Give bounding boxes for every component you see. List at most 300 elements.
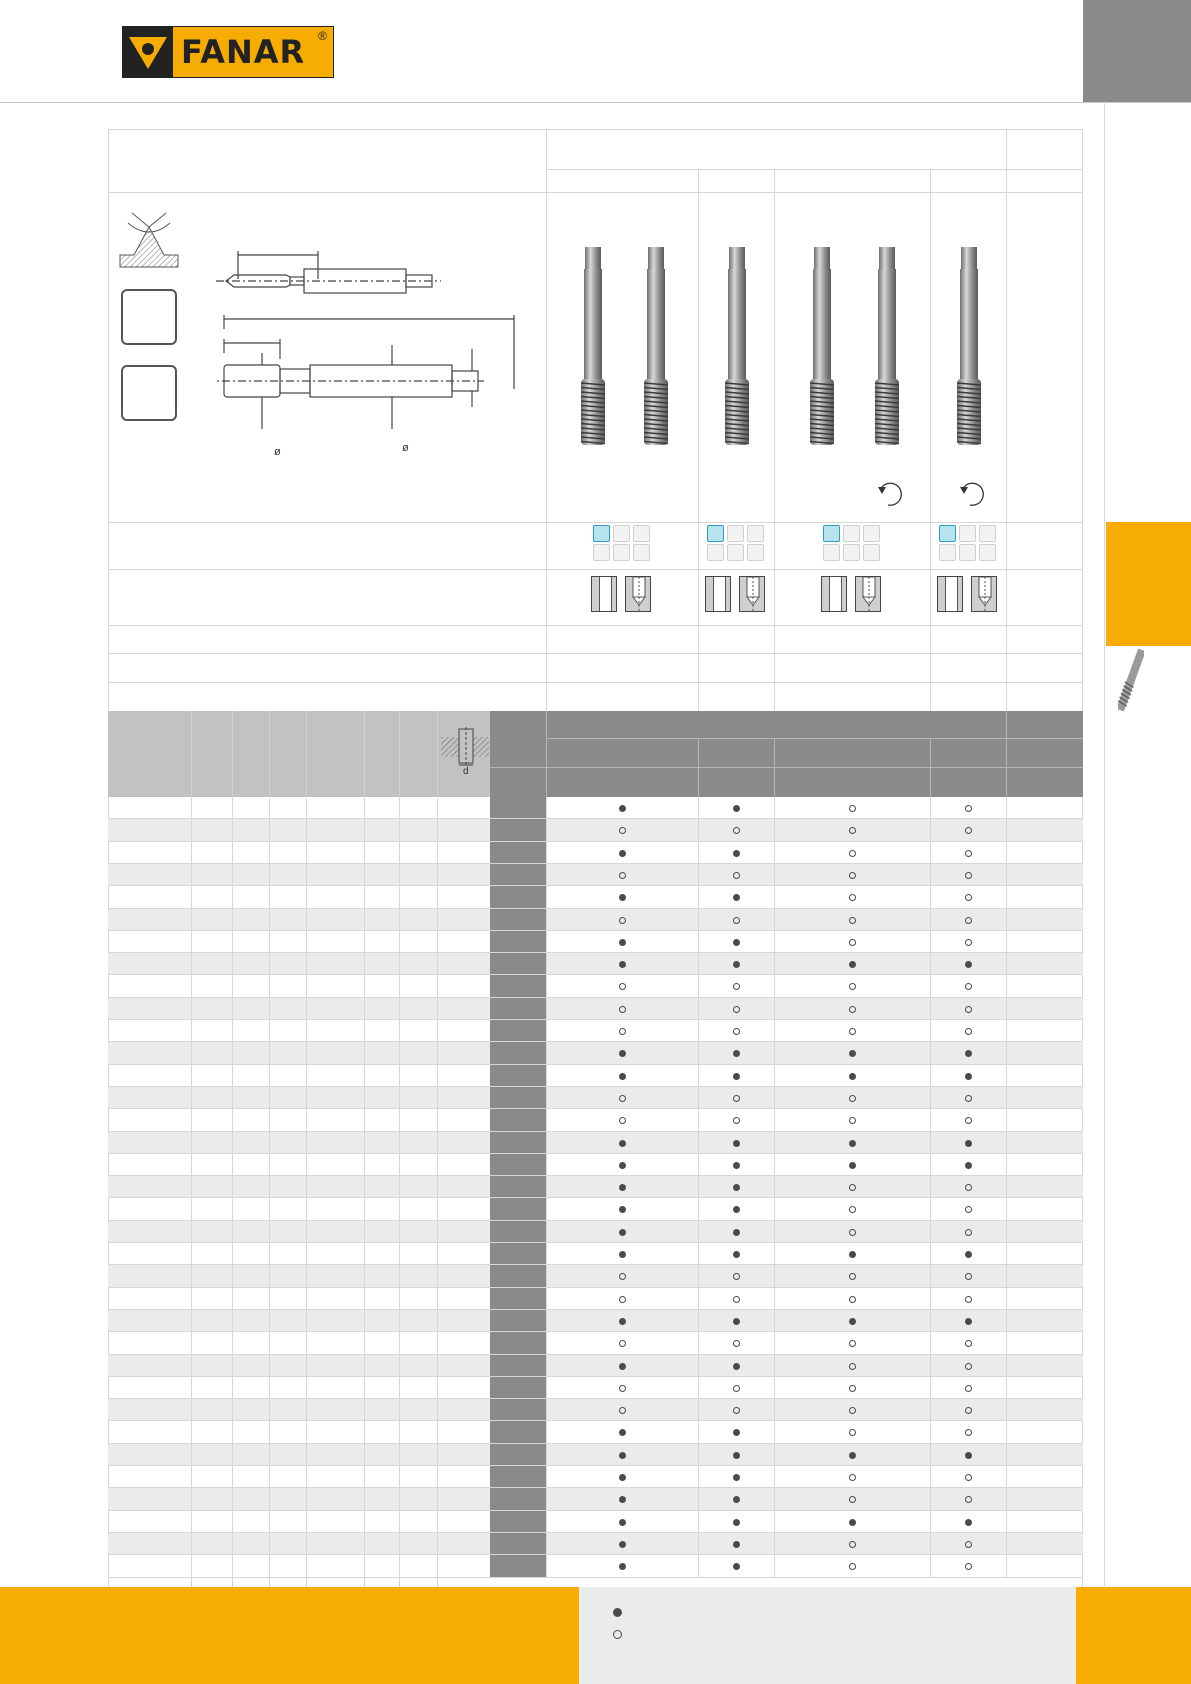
availability-dot-full (733, 1429, 740, 1436)
cell-divider (930, 1132, 931, 1154)
header-band-3 (490, 768, 1083, 797)
cell-divider (364, 1555, 365, 1577)
cell-divider (1006, 1176, 1007, 1198)
availability-dot-empty (619, 1273, 626, 1280)
cell-divider (191, 931, 192, 953)
cell-divider (269, 1020, 270, 1042)
cell-divider (306, 953, 307, 975)
material-indicator-active (593, 525, 610, 542)
cell-divider (546, 1421, 547, 1443)
legend-empty-dot (613, 1630, 622, 1639)
cell-divider (930, 1555, 931, 1577)
availability-dot-empty (965, 872, 972, 879)
cell-divider (191, 842, 192, 864)
cell-divider (1006, 1533, 1007, 1555)
logo-wordmark: FANAR (181, 33, 306, 71)
availability-dot-empty (965, 1541, 972, 1548)
cell-divider (774, 1243, 775, 1265)
cell-divider (698, 931, 699, 953)
cell-divider (930, 819, 931, 841)
row-shade-cell (490, 1444, 546, 1466)
availability-dot-empty (965, 827, 972, 834)
availability-dot-full (849, 1452, 856, 1459)
availability-dot-empty (849, 1340, 856, 1347)
cell-divider (698, 1042, 699, 1064)
cell-divider (191, 1109, 192, 1131)
availability-dot-empty (965, 917, 972, 924)
cell-divider (930, 931, 931, 953)
availability-dot-full (619, 1452, 626, 1459)
cell-divider (191, 797, 192, 819)
availability-dot-empty (619, 1095, 626, 1102)
availability-dot-empty (733, 1385, 740, 1392)
cell-divider (191, 1332, 192, 1354)
cell-divider (191, 1466, 192, 1488)
cell-divider (191, 1176, 192, 1198)
material-indicator (727, 544, 744, 561)
cell-divider (1006, 1310, 1007, 1332)
row-shade-cell (490, 1154, 546, 1176)
cell-divider (399, 1198, 400, 1220)
cell-divider (306, 1444, 307, 1466)
cell-divider (364, 1176, 365, 1198)
tap-image (640, 247, 670, 452)
cell-divider (437, 1154, 438, 1176)
cell-divider (191, 1087, 192, 1109)
cell-divider (546, 1221, 547, 1243)
row-shade-cell (490, 998, 546, 1020)
availability-dot-empty (965, 1429, 972, 1436)
cell-divider (364, 1355, 365, 1377)
cell-divider (698, 1065, 699, 1087)
availability-dot-empty (619, 1117, 626, 1124)
row-divider (108, 1577, 1083, 1578)
cell-divider (437, 819, 438, 841)
cell-divider (306, 909, 307, 931)
through-hole-bore (829, 577, 842, 611)
table-row (108, 864, 1083, 886)
cell-divider (437, 1511, 438, 1533)
table-row (108, 931, 1083, 953)
cell-divider (232, 1332, 233, 1354)
cell-divider (399, 1488, 400, 1510)
cell-divider (930, 842, 931, 864)
cell-divider (364, 931, 365, 953)
availability-dot-empty (965, 1273, 972, 1280)
availability-dot-full (733, 1206, 740, 1213)
cell-divider (269, 1555, 270, 1577)
cell-divider (232, 1042, 233, 1064)
availability-dot-empty (965, 1028, 972, 1035)
availability-dot-empty (733, 983, 740, 990)
cell-divider (306, 1198, 307, 1220)
cell-divider (1006, 864, 1007, 886)
cell-divider (364, 1042, 365, 1064)
cell-divider (364, 1020, 365, 1042)
cell-divider (930, 1065, 931, 1087)
cell-divider (774, 1511, 775, 1533)
availability-dot-full (733, 894, 740, 901)
cell-divider (399, 1176, 400, 1198)
availability-dot-empty (849, 1407, 856, 1414)
cell-divider (191, 1533, 192, 1555)
rotation-direction-icon (874, 479, 904, 512)
cell-divider (232, 1466, 233, 1488)
availability-dot-empty (849, 939, 856, 946)
availability-dot-empty (733, 827, 740, 834)
cell-divider (269, 1444, 270, 1466)
cell-divider (698, 1488, 699, 1510)
availability-dot-full (733, 805, 740, 812)
cell-divider (774, 1065, 775, 1087)
cell-divider (306, 1511, 307, 1533)
cell-divider (232, 1533, 233, 1555)
cell-divider (364, 1377, 365, 1399)
cell-divider (437, 1332, 438, 1354)
availability-dot-full (733, 1229, 740, 1236)
through-hole-bore (599, 577, 612, 611)
cell-divider (399, 1399, 400, 1421)
cell-divider (306, 797, 307, 819)
cell-divider (1006, 1444, 1007, 1466)
availability-dot-empty (849, 872, 856, 879)
cell-divider (546, 1065, 547, 1087)
availability-dot-empty (965, 1229, 972, 1236)
cell-divider (364, 1265, 365, 1287)
availability-dot-empty (849, 1363, 856, 1370)
cell-divider (437, 1176, 438, 1198)
tap-image (721, 247, 751, 452)
thread-profile-icon (118, 211, 180, 274)
cell-divider (399, 1355, 400, 1377)
cell-divider (698, 1243, 699, 1265)
cell-divider (399, 1221, 400, 1243)
cell-divider (546, 1310, 547, 1332)
tap-thumbnail-icon (1118, 648, 1144, 712)
row-shade-cell (490, 1511, 546, 1533)
cell-divider (399, 797, 400, 819)
cell-divider (306, 1243, 307, 1265)
availability-dot-empty (619, 1340, 626, 1347)
availability-dot-empty (965, 1206, 972, 1213)
cell-divider (698, 886, 699, 908)
cell-divider (437, 1132, 438, 1154)
cell-divider (930, 1042, 931, 1064)
cell-divider (232, 1555, 233, 1577)
cell-divider (232, 864, 233, 886)
cell-divider (269, 1132, 270, 1154)
table-row (108, 1310, 1083, 1332)
cell-divider (930, 864, 931, 886)
cell-divider (191, 1020, 192, 1042)
cell-divider (232, 1243, 233, 1265)
availability-dot-full (965, 1251, 972, 1258)
material-indicator (823, 544, 840, 561)
cell-divider (437, 1221, 438, 1243)
cell-divider (232, 1154, 233, 1176)
cell-divider (269, 864, 270, 886)
cell-divider (546, 998, 547, 1020)
availability-dot-empty (619, 1385, 626, 1392)
availability-dot-empty (849, 917, 856, 924)
availability-dot-empty (733, 1340, 740, 1347)
table-row (108, 1154, 1083, 1176)
cell-divider (437, 953, 438, 975)
availability-dot-full (619, 939, 626, 946)
cell-divider (437, 1065, 438, 1087)
cell-divider (399, 1533, 400, 1555)
availability-dot-empty (965, 894, 972, 901)
cell-divider (306, 842, 307, 864)
table-row (108, 998, 1083, 1020)
cell-divider (364, 1132, 365, 1154)
cell-divider (930, 953, 931, 975)
cell-divider (698, 953, 699, 975)
cell-divider (364, 1087, 365, 1109)
row-shade-cell (490, 953, 546, 975)
cell-divider (364, 886, 365, 908)
product-table (108, 129, 1083, 1587)
cell-divider (698, 1109, 699, 1131)
cell-divider (546, 1042, 547, 1064)
cell-divider (364, 864, 365, 886)
cell-divider (437, 1020, 438, 1042)
availability-dot-empty (849, 805, 856, 812)
cell-divider (306, 1042, 307, 1064)
availability-dot-full (619, 1541, 626, 1548)
cell-divider (306, 1555, 307, 1577)
cell-divider (930, 1533, 931, 1555)
cell-divider (930, 1399, 931, 1421)
cell-divider (306, 819, 307, 841)
cell-divider (774, 886, 775, 908)
table-row (108, 1555, 1083, 1577)
through-hole-icon (937, 576, 963, 612)
cell-divider (698, 1399, 699, 1421)
cell-divider (269, 1065, 270, 1087)
cell-divider (269, 1109, 270, 1131)
cell-divider (191, 819, 192, 841)
row-shade-cell (490, 1132, 546, 1154)
availability-dot-empty (849, 1496, 856, 1503)
rotation-direction-icon (956, 479, 986, 512)
cell-divider (1006, 1377, 1007, 1399)
cell-divider (1006, 1355, 1007, 1377)
cell-divider (546, 1288, 547, 1310)
cell-divider (269, 1198, 270, 1220)
table-row (108, 1065, 1083, 1087)
cell-divider (364, 1154, 365, 1176)
cell-divider (232, 998, 233, 1020)
cell-divider (1006, 1421, 1007, 1443)
cell-divider (698, 1511, 699, 1533)
availability-dot-empty (619, 872, 626, 879)
material-indicator (613, 525, 630, 542)
cell-divider (364, 1288, 365, 1310)
cell-divider (437, 1288, 438, 1310)
cell-divider (1006, 998, 1007, 1020)
cell-divider (437, 975, 438, 997)
availability-dot-empty (965, 1296, 972, 1303)
cell-divider (269, 1087, 270, 1109)
cell-divider (930, 1332, 931, 1354)
cell-divider (269, 1310, 270, 1332)
availability-dot-full (733, 1184, 740, 1191)
availability-dot-empty (849, 983, 856, 990)
availability-dot-full (849, 1318, 856, 1325)
cell-divider (1006, 931, 1007, 953)
cell-divider (437, 1310, 438, 1332)
cell-divider (191, 1042, 192, 1064)
availability-dot-empty (733, 1006, 740, 1013)
cell-divider (306, 1109, 307, 1131)
cell-divider (232, 1020, 233, 1042)
cell-divider (546, 1176, 547, 1198)
cell-divider (437, 1355, 438, 1377)
row-shade-cell (490, 1243, 546, 1265)
row-shade-cell (490, 1109, 546, 1131)
logo-v-emblem (123, 27, 173, 77)
cell-divider (546, 1377, 547, 1399)
availability-dot-empty (619, 1028, 626, 1035)
row-shade-cell (490, 1332, 546, 1354)
cell-divider (399, 819, 400, 841)
cell-divider (232, 1265, 233, 1287)
cell-divider (269, 1154, 270, 1176)
cell-divider (364, 975, 365, 997)
tap-image (953, 247, 983, 452)
cell-divider (191, 1310, 192, 1332)
cell-divider (364, 909, 365, 931)
cell-divider (306, 1488, 307, 1510)
cell-divider (698, 819, 699, 841)
availability-dot-full (619, 1496, 626, 1503)
availability-dot-empty (965, 1474, 972, 1481)
cell-divider (930, 1466, 931, 1488)
table-row (108, 1377, 1083, 1399)
availability-dot-full (965, 1318, 972, 1325)
cell-divider (1006, 1511, 1007, 1533)
cell-divider (232, 1221, 233, 1243)
cell-divider (930, 1154, 931, 1176)
cell-divider (437, 1488, 438, 1510)
availability-dot-empty (619, 983, 626, 990)
cell-divider (306, 1154, 307, 1176)
cell-divider (774, 842, 775, 864)
cell-divider (269, 1265, 270, 1287)
availability-dot-empty (619, 827, 626, 834)
cell-divider (269, 1421, 270, 1443)
cell-divider (546, 864, 547, 886)
cell-divider (698, 975, 699, 997)
availability-dot-empty (849, 1229, 856, 1236)
cell-divider (546, 1154, 547, 1176)
header-corner-block (1083, 0, 1191, 102)
cell-divider (774, 975, 775, 997)
cell-divider (232, 1377, 233, 1399)
row-shade-cell (490, 1533, 546, 1555)
availability-dot-full (733, 1452, 740, 1459)
table-row (108, 1466, 1083, 1488)
cell-divider (1006, 1020, 1007, 1042)
through-hole-icon (821, 576, 847, 612)
cell-divider (269, 1221, 270, 1243)
cell-divider (232, 1399, 233, 1421)
blind-hole-type-icon (971, 576, 997, 612)
cell-divider (930, 1421, 931, 1443)
cell-divider (930, 909, 931, 931)
cell-divider (191, 975, 192, 997)
availability-dot-empty (619, 1407, 626, 1414)
cell-divider (546, 1444, 547, 1466)
availability-dot-empty (849, 827, 856, 834)
availability-dot-full (619, 1050, 626, 1057)
cell-divider (399, 1042, 400, 1064)
availability-dot-full (849, 1050, 856, 1057)
row-shade-cell (490, 1310, 546, 1332)
cell-divider (364, 1243, 365, 1265)
availability-dot-empty (849, 1273, 856, 1280)
cell-divider (269, 1288, 270, 1310)
cell-divider (306, 1288, 307, 1310)
availability-dot-full (733, 850, 740, 857)
row-shade-cell (490, 1555, 546, 1577)
cell-divider (1006, 1154, 1007, 1176)
cell-divider (232, 1198, 233, 1220)
table-row (108, 1332, 1083, 1354)
cell-divider (437, 1198, 438, 1220)
cell-divider (191, 1421, 192, 1443)
cell-divider (399, 1243, 400, 1265)
material-indicator (593, 544, 610, 561)
availability-dot-empty (733, 1117, 740, 1124)
cell-divider (546, 1087, 547, 1109)
cell-divider (1006, 886, 1007, 908)
table-row (108, 1243, 1083, 1265)
cell-divider (399, 1332, 400, 1354)
tap-image (806, 247, 836, 452)
availability-dot-full (619, 1184, 626, 1191)
cell-divider (774, 909, 775, 931)
cell-divider (1006, 1132, 1007, 1154)
cell-divider (191, 1288, 192, 1310)
cell-divider (774, 819, 775, 841)
cell-divider (774, 1310, 775, 1332)
availability-dot-full (619, 1073, 626, 1080)
cell-divider (191, 1355, 192, 1377)
cell-divider (306, 931, 307, 953)
norm-symbol-box-2 (121, 365, 177, 421)
availability-dot-empty (849, 850, 856, 857)
cell-divider (1006, 1466, 1007, 1488)
cell-divider (232, 886, 233, 908)
availability-dot-empty (849, 894, 856, 901)
cell-divider (306, 1466, 307, 1488)
cell-divider (269, 931, 270, 953)
cell-divider (930, 886, 931, 908)
availability-dot-empty (733, 1273, 740, 1280)
cell-divider (774, 1265, 775, 1287)
cell-divider (232, 1132, 233, 1154)
availability-dot-empty (965, 1496, 972, 1503)
cell-divider (774, 1555, 775, 1577)
availability-dot-full (619, 1162, 626, 1169)
cell-divider (546, 842, 547, 864)
cell-divider (437, 1265, 438, 1287)
cell-divider (774, 1221, 775, 1243)
cell-divider (399, 998, 400, 1020)
availability-dot-empty (965, 850, 972, 857)
